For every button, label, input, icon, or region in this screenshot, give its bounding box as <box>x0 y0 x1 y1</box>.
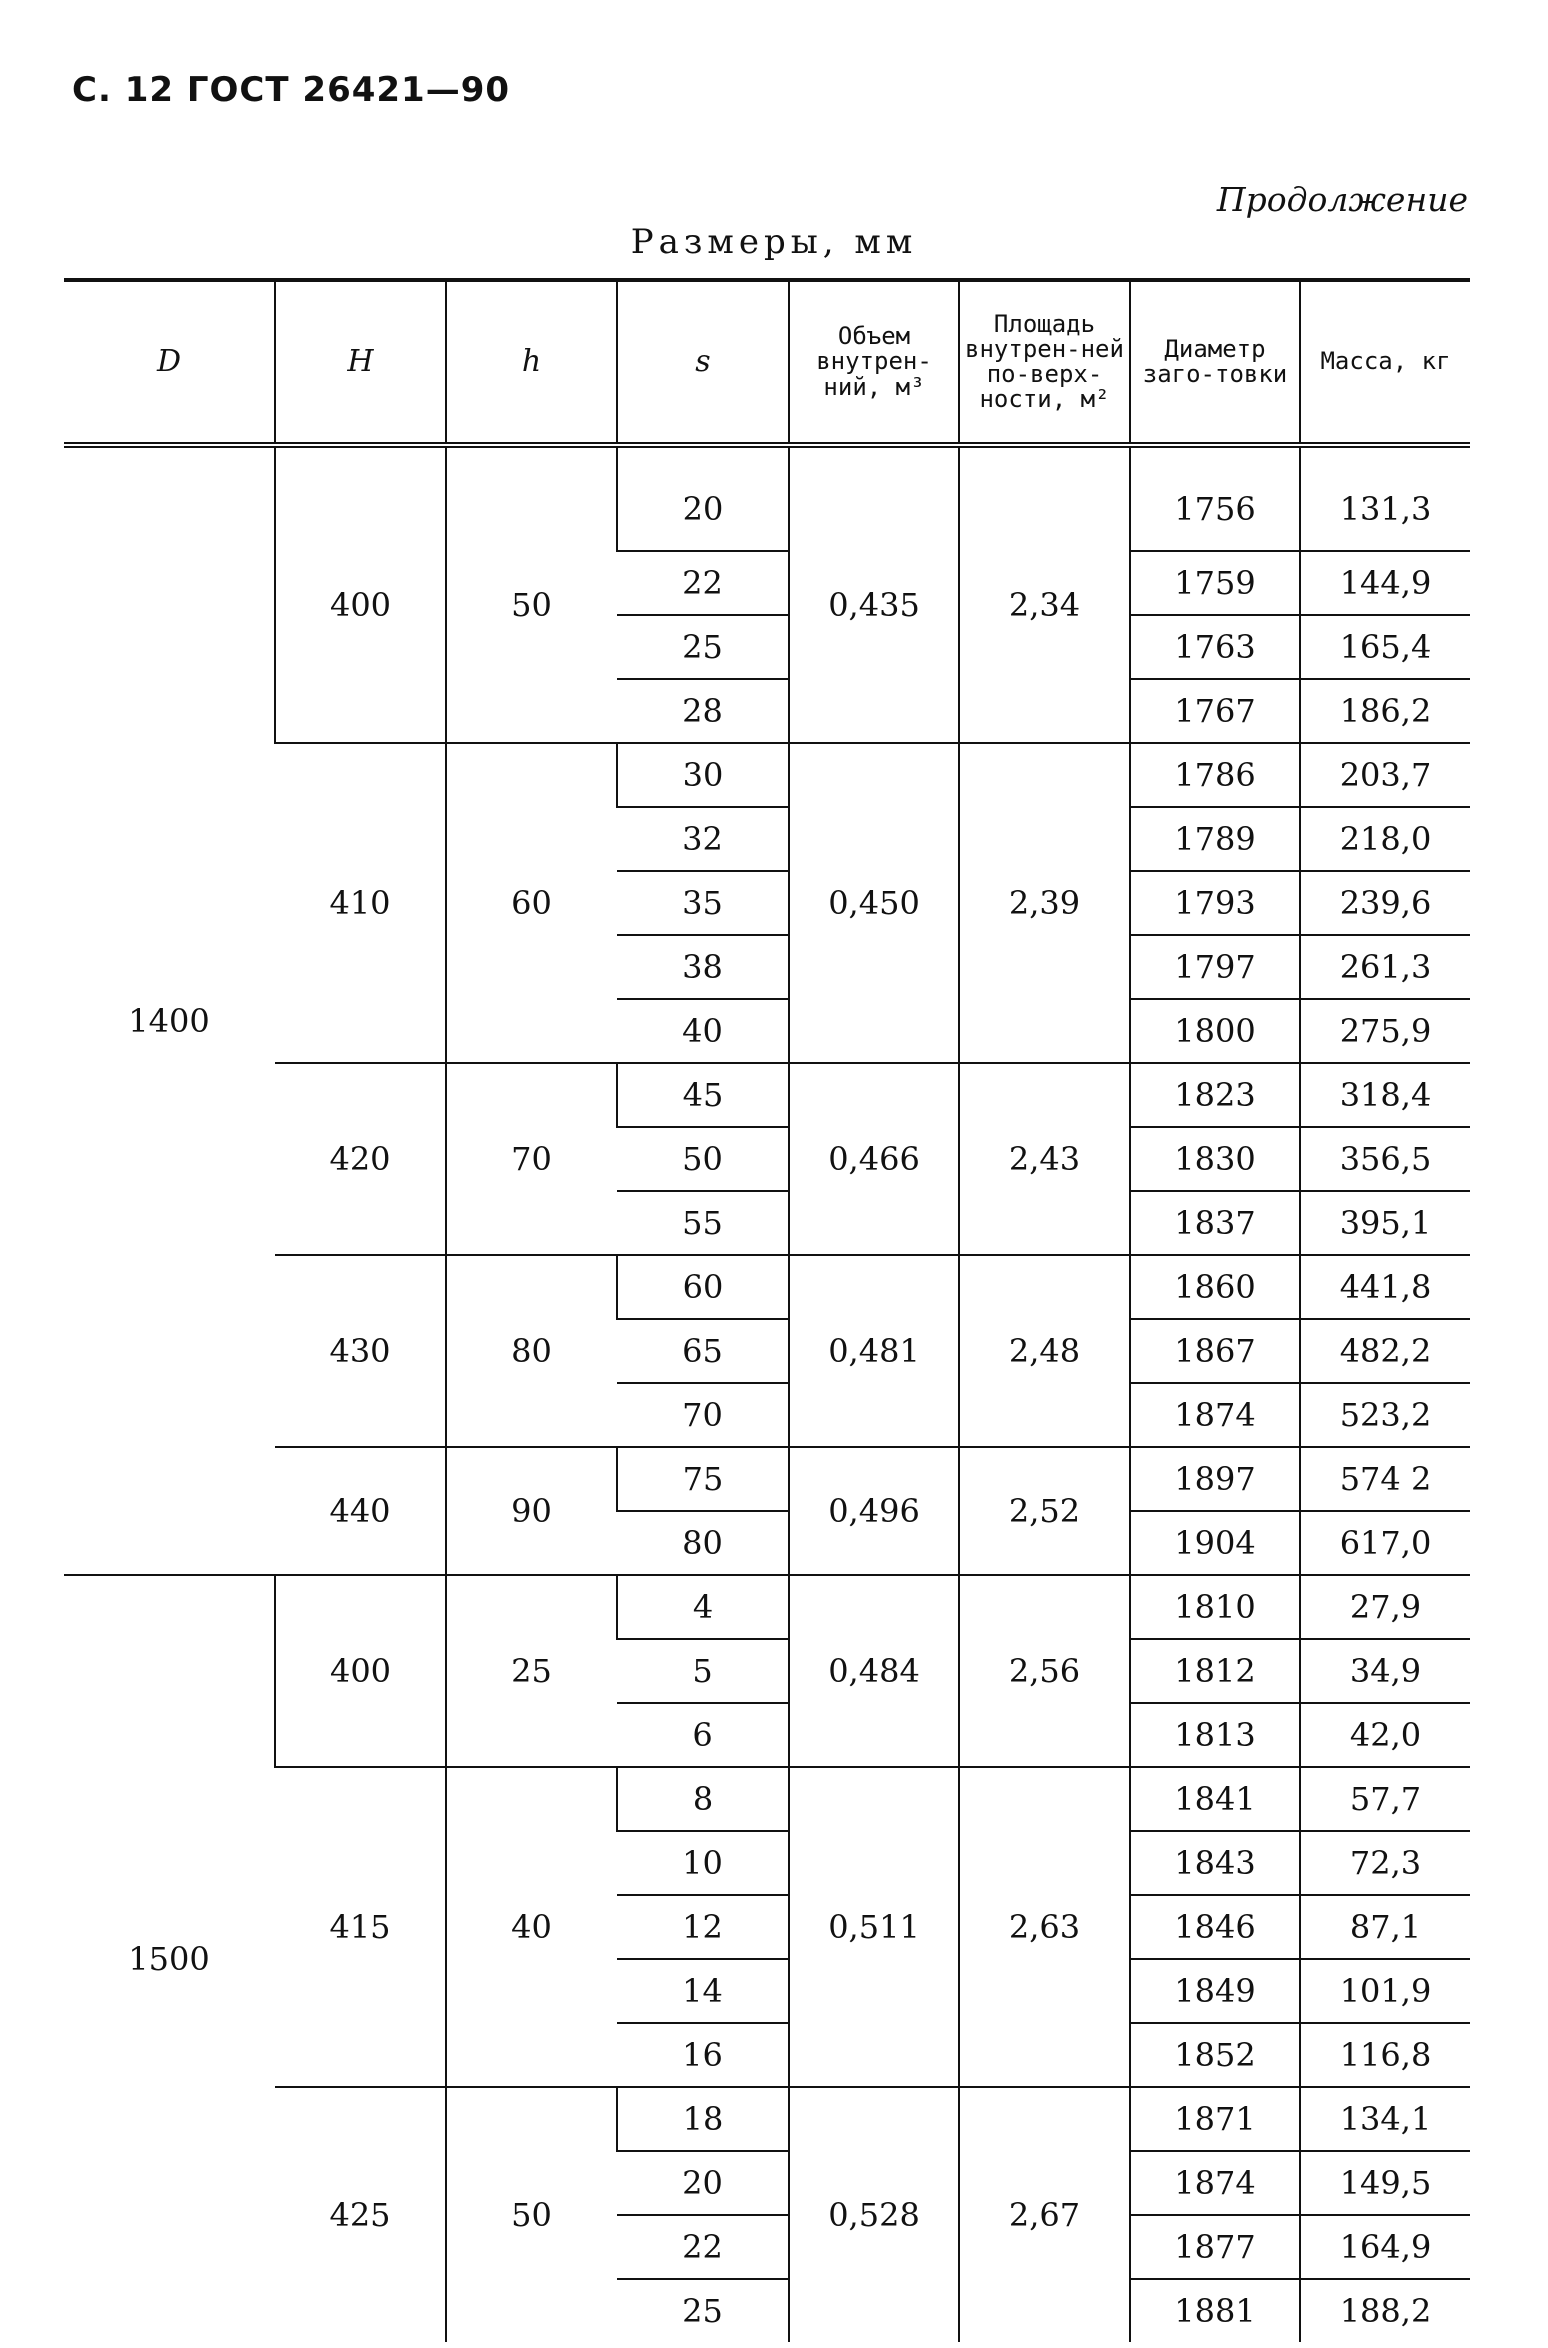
cell-h-lower: 60 <box>446 743 617 1063</box>
cell-s: 75 <box>617 1447 789 1511</box>
cell-mass: 318,4 <box>1300 1063 1470 1127</box>
cell-s: 20 <box>617 445 789 551</box>
page-header: С. 12 ГОСТ 26421—90 <box>72 70 511 110</box>
cell-diameter: 1897 <box>1130 1447 1300 1511</box>
cell-mass: 574 2 <box>1300 1447 1470 1511</box>
cell-s: 4 <box>617 1575 789 1639</box>
cell-s: 25 <box>682 2292 723 2330</box>
cell-s: 16 <box>617 2023 789 2087</box>
cell-diameter: 1793 <box>1130 871 1300 935</box>
cell-mass: 116,8 <box>1300 2023 1470 2087</box>
cell-s: 45 <box>617 1063 789 1127</box>
cell-h-upper: 420 <box>275 1063 446 1255</box>
cell-s: 10 <box>617 1831 789 1895</box>
cell-volume: 0,435 <box>789 445 959 743</box>
cell-diameter: 1763 <box>1130 615 1300 679</box>
cell-mass: 34,9 <box>1300 1639 1470 1703</box>
cell-d: 1500 <box>128 1940 210 1978</box>
cell-s: 55 <box>617 1191 789 1255</box>
cell-diameter: 1843 <box>1130 1831 1300 1895</box>
cell-mass: 134,1 <box>1300 2087 1470 2151</box>
cell-h-lower: 90 <box>446 1447 617 1575</box>
cell-h-lower: 25 <box>446 1575 617 1767</box>
cell-h-lower: 70 <box>446 1063 617 1255</box>
cell-diameter: 1837 <box>1130 1191 1300 1255</box>
cell-diameter: 1871 <box>1130 2087 1300 2151</box>
cell-diameter: 1877 <box>1130 2215 1300 2279</box>
table-row <box>64 2087 1470 2151</box>
cell-diameter: 1812 <box>1130 1639 1300 1703</box>
cell-diameter: 1867 <box>1130 1319 1300 1383</box>
cell-h-lower: 50 <box>446 2087 617 2342</box>
cell-diameter: 1767 <box>1130 679 1300 743</box>
cell-s: 70 <box>617 1383 789 1447</box>
cell-mass: 275,9 <box>1300 999 1470 1063</box>
cell-h-upper: 415 <box>275 1767 446 2087</box>
cell-s: 22 <box>617 2215 789 2279</box>
cell-area: 2,43 <box>959 1063 1130 1255</box>
cell-mass: 239,6 <box>1300 871 1470 935</box>
cell-s: 6 <box>617 1703 789 1767</box>
header-h-upper: H <box>275 280 446 445</box>
cell-volume: 0,484 <box>789 1575 959 1767</box>
cell-s: 80 <box>617 1511 789 1575</box>
cell-mass: 203,7 <box>1300 743 1470 807</box>
cell-volume: 0,511 <box>789 1767 959 2087</box>
cell-mass: 144,9 <box>1300 551 1470 615</box>
cell-diameter: 1823 <box>1130 1063 1300 1127</box>
cell-s: 30 <box>617 743 789 807</box>
cell-h-lower: 40 <box>446 1767 617 2087</box>
dimensions-table <box>64 278 1470 2342</box>
cell-area: 2,52 <box>959 1447 1130 1575</box>
cell-area: 2,67 <box>959 2087 1130 2342</box>
cell-mass: 101,9 <box>1300 1959 1470 2023</box>
cell-diameter: 1874 <box>1130 1383 1300 1447</box>
header-d: D <box>64 280 275 445</box>
cell-mass: 218,0 <box>1300 807 1470 871</box>
cell-area: 2,39 <box>959 743 1130 1063</box>
cell-diameter: 1810 <box>1130 1575 1300 1639</box>
cell-h-upper: 400 <box>275 445 446 743</box>
cell-mass: 356,5 <box>1300 1127 1470 1191</box>
cell-s: 35 <box>617 871 789 935</box>
cell-mass: 72,3 <box>1300 1831 1470 1895</box>
cell-volume: 0,481 <box>789 1255 959 1447</box>
cell-diameter: 1852 <box>1130 2023 1300 2087</box>
cell-s: 28 <box>617 679 789 743</box>
cell-mass: 395,1 <box>1300 1191 1470 1255</box>
cell-diameter: 1841 <box>1130 1767 1300 1831</box>
cell-diameter: 1849 <box>1130 1959 1300 2023</box>
cell-s: 25 <box>617 615 789 679</box>
cell-h-upper: 425 <box>329 2196 391 2234</box>
table-header-row <box>64 280 1470 445</box>
cell-area: 2,48 <box>959 1255 1130 1447</box>
cell-s: 14 <box>617 1959 789 2023</box>
cell-diameter: 1759 <box>1130 551 1300 615</box>
header-h-lower: h <box>446 280 617 445</box>
cell-h-lower: 80 <box>446 1255 617 1447</box>
cell-diameter: 1846 <box>1130 1895 1300 1959</box>
continuation-label: Продолжение <box>1216 180 1468 219</box>
cell-diameter: 1800 <box>1130 999 1300 1063</box>
cell-diameter: 1874 <box>1130 2151 1300 2215</box>
cell-diameter: 1860 <box>1130 1255 1300 1319</box>
cell-mass: 523,2 <box>1300 1383 1470 1447</box>
cell-h-upper: 400 <box>275 1575 446 1767</box>
cell-diameter: 1830 <box>1130 1127 1300 1191</box>
cell-s: 65 <box>617 1319 789 1383</box>
cell-mass: 27,9 <box>1300 1575 1470 1639</box>
cell-s: 5 <box>617 1639 789 1703</box>
cell-mass: 42,0 <box>1300 1703 1470 1767</box>
cell-volume: 0,450 <box>789 743 959 1063</box>
cell-s: 38 <box>617 935 789 999</box>
cell-diameter: 1881 <box>1130 2279 1300 2342</box>
cell-s: 32 <box>617 807 789 871</box>
cell-mass: 164,9 <box>1300 2215 1470 2279</box>
cell-diameter: 1789 <box>1130 807 1300 871</box>
cell-diameter: 1786 <box>1130 743 1300 807</box>
cell-s: 22 <box>617 551 789 615</box>
cell-volume: 0,466 <box>789 1063 959 1255</box>
units-caption: Размеры, мм <box>630 222 918 262</box>
cell-h-upper: 430 <box>275 1255 446 1447</box>
header-diameter: Диаметр заго-товки <box>1130 280 1300 445</box>
cell-s: 40 <box>617 999 789 1063</box>
cell-diameter: 1813 <box>1130 1703 1300 1767</box>
cell-mass: 617,0 <box>1300 1511 1470 1575</box>
table-row <box>64 1767 1470 1831</box>
cell-mass: 186,2 <box>1300 679 1470 743</box>
cell-diameter: 1756 <box>1130 445 1300 551</box>
cell-d: 1400 <box>64 445 275 1575</box>
cell-diameter: 1904 <box>1130 1511 1300 1575</box>
cell-volume: 0,528 <box>789 2087 959 2342</box>
table-row <box>64 1255 1470 1319</box>
cell-area: 2,56 <box>959 1575 1130 1767</box>
cell-h-upper: 410 <box>275 743 446 1063</box>
cell-area: 2,63 <box>959 1767 1130 2087</box>
table-row <box>64 445 1470 551</box>
table-body <box>64 445 1470 2342</box>
table-row <box>64 1447 1470 1511</box>
cell-diameter: 1797 <box>1130 935 1300 999</box>
table-row <box>64 1063 1470 1127</box>
cell-h-lower: 50 <box>446 445 617 743</box>
header-s: s <box>617 280 789 445</box>
cell-area: 2,34 <box>959 445 1130 743</box>
header-area: Площадь внутрен-ней по-верх-ности, м² <box>959 280 1130 445</box>
table-row <box>64 1575 1470 1639</box>
cell-mass: 131,3 <box>1300 445 1470 551</box>
header-mass: Масса, кг <box>1300 280 1470 445</box>
cell-s: 12 <box>617 1895 789 1959</box>
cell-volume: 0,496 <box>789 1447 959 1575</box>
cell-mass: 188,2 <box>1300 2279 1470 2342</box>
cell-mass: 441,8 <box>1300 1255 1470 1319</box>
cell-mass: 57,7 <box>1300 1767 1470 1831</box>
header-volume: Объем внутрен-ний, м³ <box>789 280 959 445</box>
cell-mass: 261,3 <box>1300 935 1470 999</box>
cell-s: 50 <box>617 1127 789 1191</box>
cell-mass: 165,4 <box>1300 615 1470 679</box>
cell-mass: 482,2 <box>1300 1319 1470 1383</box>
cell-mass: 149,5 <box>1300 2151 1470 2215</box>
cell-s: 18 <box>617 2087 789 2151</box>
cell-s: 8 <box>617 1767 789 1831</box>
cell-h-upper: 440 <box>275 1447 446 1575</box>
cell-mass: 87,1 <box>1300 1895 1470 1959</box>
cell-s: 20 <box>617 2151 789 2215</box>
cell-s: 60 <box>617 1255 789 1319</box>
table-row <box>64 743 1470 807</box>
